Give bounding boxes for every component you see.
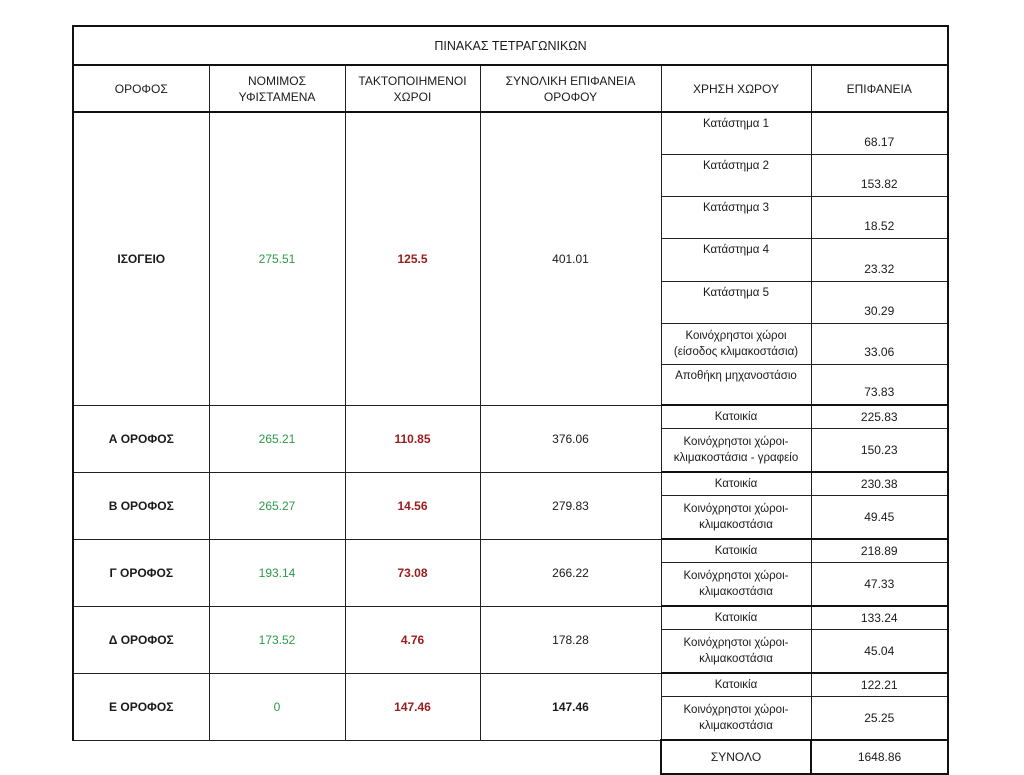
total-label: ΣΥΝΟΛΟ xyxy=(661,740,811,774)
legal-area: 193.14 xyxy=(209,539,345,606)
use-label: Κατοικία xyxy=(661,606,811,630)
use-area: 68.17 xyxy=(811,112,948,155)
table-row xyxy=(73,673,948,697)
floor-total-area: 401.01 xyxy=(480,112,661,405)
header-total-area: ΣΥΝΟΛΙΚΗ ΕΠΙΦΑΝΕΙΑ ΟΡΟΦΟΥ xyxy=(480,65,661,112)
floor-name: ΙΣΟΓΕΙΟ xyxy=(73,112,209,405)
floor-total-area: 266.22 xyxy=(480,539,661,606)
use-area: 33.06 xyxy=(811,324,948,365)
use-area: 73.83 xyxy=(811,365,948,406)
use-label: Κοινόχρηστοι χώροι- κλιμακοστάσια - γραφείο xyxy=(661,429,811,473)
floor-total-area: 178.28 xyxy=(480,606,661,673)
header-area: ΕΠΙΦΑΝΕΙΑ xyxy=(811,65,948,112)
use-area: 30.29 xyxy=(811,282,948,324)
use-label: Κατοικία xyxy=(661,673,811,697)
use-label: Κατοικία xyxy=(661,405,811,429)
use-area: 150.23 xyxy=(811,429,948,473)
total-value: 1648.86 xyxy=(811,740,948,774)
floor-name: Δ ΟΡΟΦΟΣ xyxy=(73,606,209,673)
table-row xyxy=(73,606,948,630)
regularized-area: 125.5 xyxy=(345,112,480,405)
area-table xyxy=(72,25,949,775)
legal-area: 265.21 xyxy=(209,405,345,472)
floor-name: Ε ΟΡΟΦΟΣ xyxy=(73,673,209,740)
floor-name: Α ΟΡΟΦΟΣ xyxy=(73,405,209,472)
table-row xyxy=(73,472,948,496)
use-area: 230.38 xyxy=(811,472,948,496)
use-label: Κατάστημα 2 xyxy=(661,155,811,197)
use-area: 23.32 xyxy=(811,239,948,282)
use-label: Αποθήκη μηχανοστάσιο xyxy=(661,365,811,406)
use-label: Κοινόχρηστοι χώροι (είσοδος κλιμακοστάσια) xyxy=(661,324,811,365)
table-row xyxy=(73,112,948,155)
table-row xyxy=(73,539,948,563)
use-area: 47.33 xyxy=(811,563,948,607)
use-label: Κοινόχρηστοι χώροι- κλιμακοστάσια xyxy=(661,496,811,540)
floor-name: Β ΟΡΟΦΟΣ xyxy=(73,472,209,539)
legal-area: 0 xyxy=(209,673,345,740)
regularized-area: 110.85 xyxy=(345,405,480,472)
use-label: Κοινόχρηστοι χώροι- κλιμακοστάσια xyxy=(661,563,811,607)
floor-total-area: 147.46 xyxy=(480,673,661,740)
use-label: Κατοικία xyxy=(661,472,811,496)
header-row xyxy=(73,65,948,112)
header-floor: ΟΡΟΦΟΣ xyxy=(73,65,209,112)
table-row xyxy=(73,405,948,429)
use-label: Κοινόχρηστοι χώροι- κλιμακοστάσια xyxy=(661,697,811,741)
floor-total-area: 279.83 xyxy=(480,472,661,539)
legal-area: 275.51 xyxy=(209,112,345,405)
use-area: 122.21 xyxy=(811,673,948,697)
legal-area: 265.27 xyxy=(209,472,345,539)
regularized-area: 14.56 xyxy=(345,472,480,539)
use-area: 49.45 xyxy=(811,496,948,540)
use-label: Κοινόχρηστοι χώροι- κλιμακοστάσια xyxy=(661,630,811,674)
header-legal: ΝΟΜΙΜΟΣ ΥΦΙΣΤΑΜΕΝΑ xyxy=(209,65,345,112)
header-regularized: ΤΑΚΤΟΠΟΙΗΜΕΝΟΙ ΧΩΡΟΙ xyxy=(345,65,480,112)
regularized-area: 73.08 xyxy=(345,539,480,606)
use-label: Κατάστημα 4 xyxy=(661,239,811,282)
use-area: 153.82 xyxy=(811,155,948,197)
use-area: 25.25 xyxy=(811,697,948,741)
legal-area: 173.52 xyxy=(209,606,345,673)
use-area: 218.89 xyxy=(811,539,948,563)
use-label: Κατάστημα 3 xyxy=(661,197,811,239)
use-label: Κατάστημα 5 xyxy=(661,282,811,324)
use-area: 45.04 xyxy=(811,630,948,674)
use-area: 225.83 xyxy=(811,405,948,429)
regularized-area: 4.76 xyxy=(345,606,480,673)
header-use: ΧΡΗΣΗ ΧΩΡΟΥ xyxy=(661,65,811,112)
floor-name: Γ ΟΡΟΦΟΣ xyxy=(73,539,209,606)
floor-total-area: 376.06 xyxy=(480,405,661,472)
use-area: 133.24 xyxy=(811,606,948,630)
use-label: Κατάστημα 1 xyxy=(661,112,811,155)
blank-cell xyxy=(73,740,661,774)
use-area: 18.52 xyxy=(811,197,948,239)
table-title: ΠΙΝΑΚΑΣ ΤΕΤΡΑΓΩΝΙΚΩΝ xyxy=(73,26,948,65)
regularized-area: 147.46 xyxy=(345,673,480,740)
total-row xyxy=(73,740,948,774)
use-label: Κατοικία xyxy=(661,539,811,563)
